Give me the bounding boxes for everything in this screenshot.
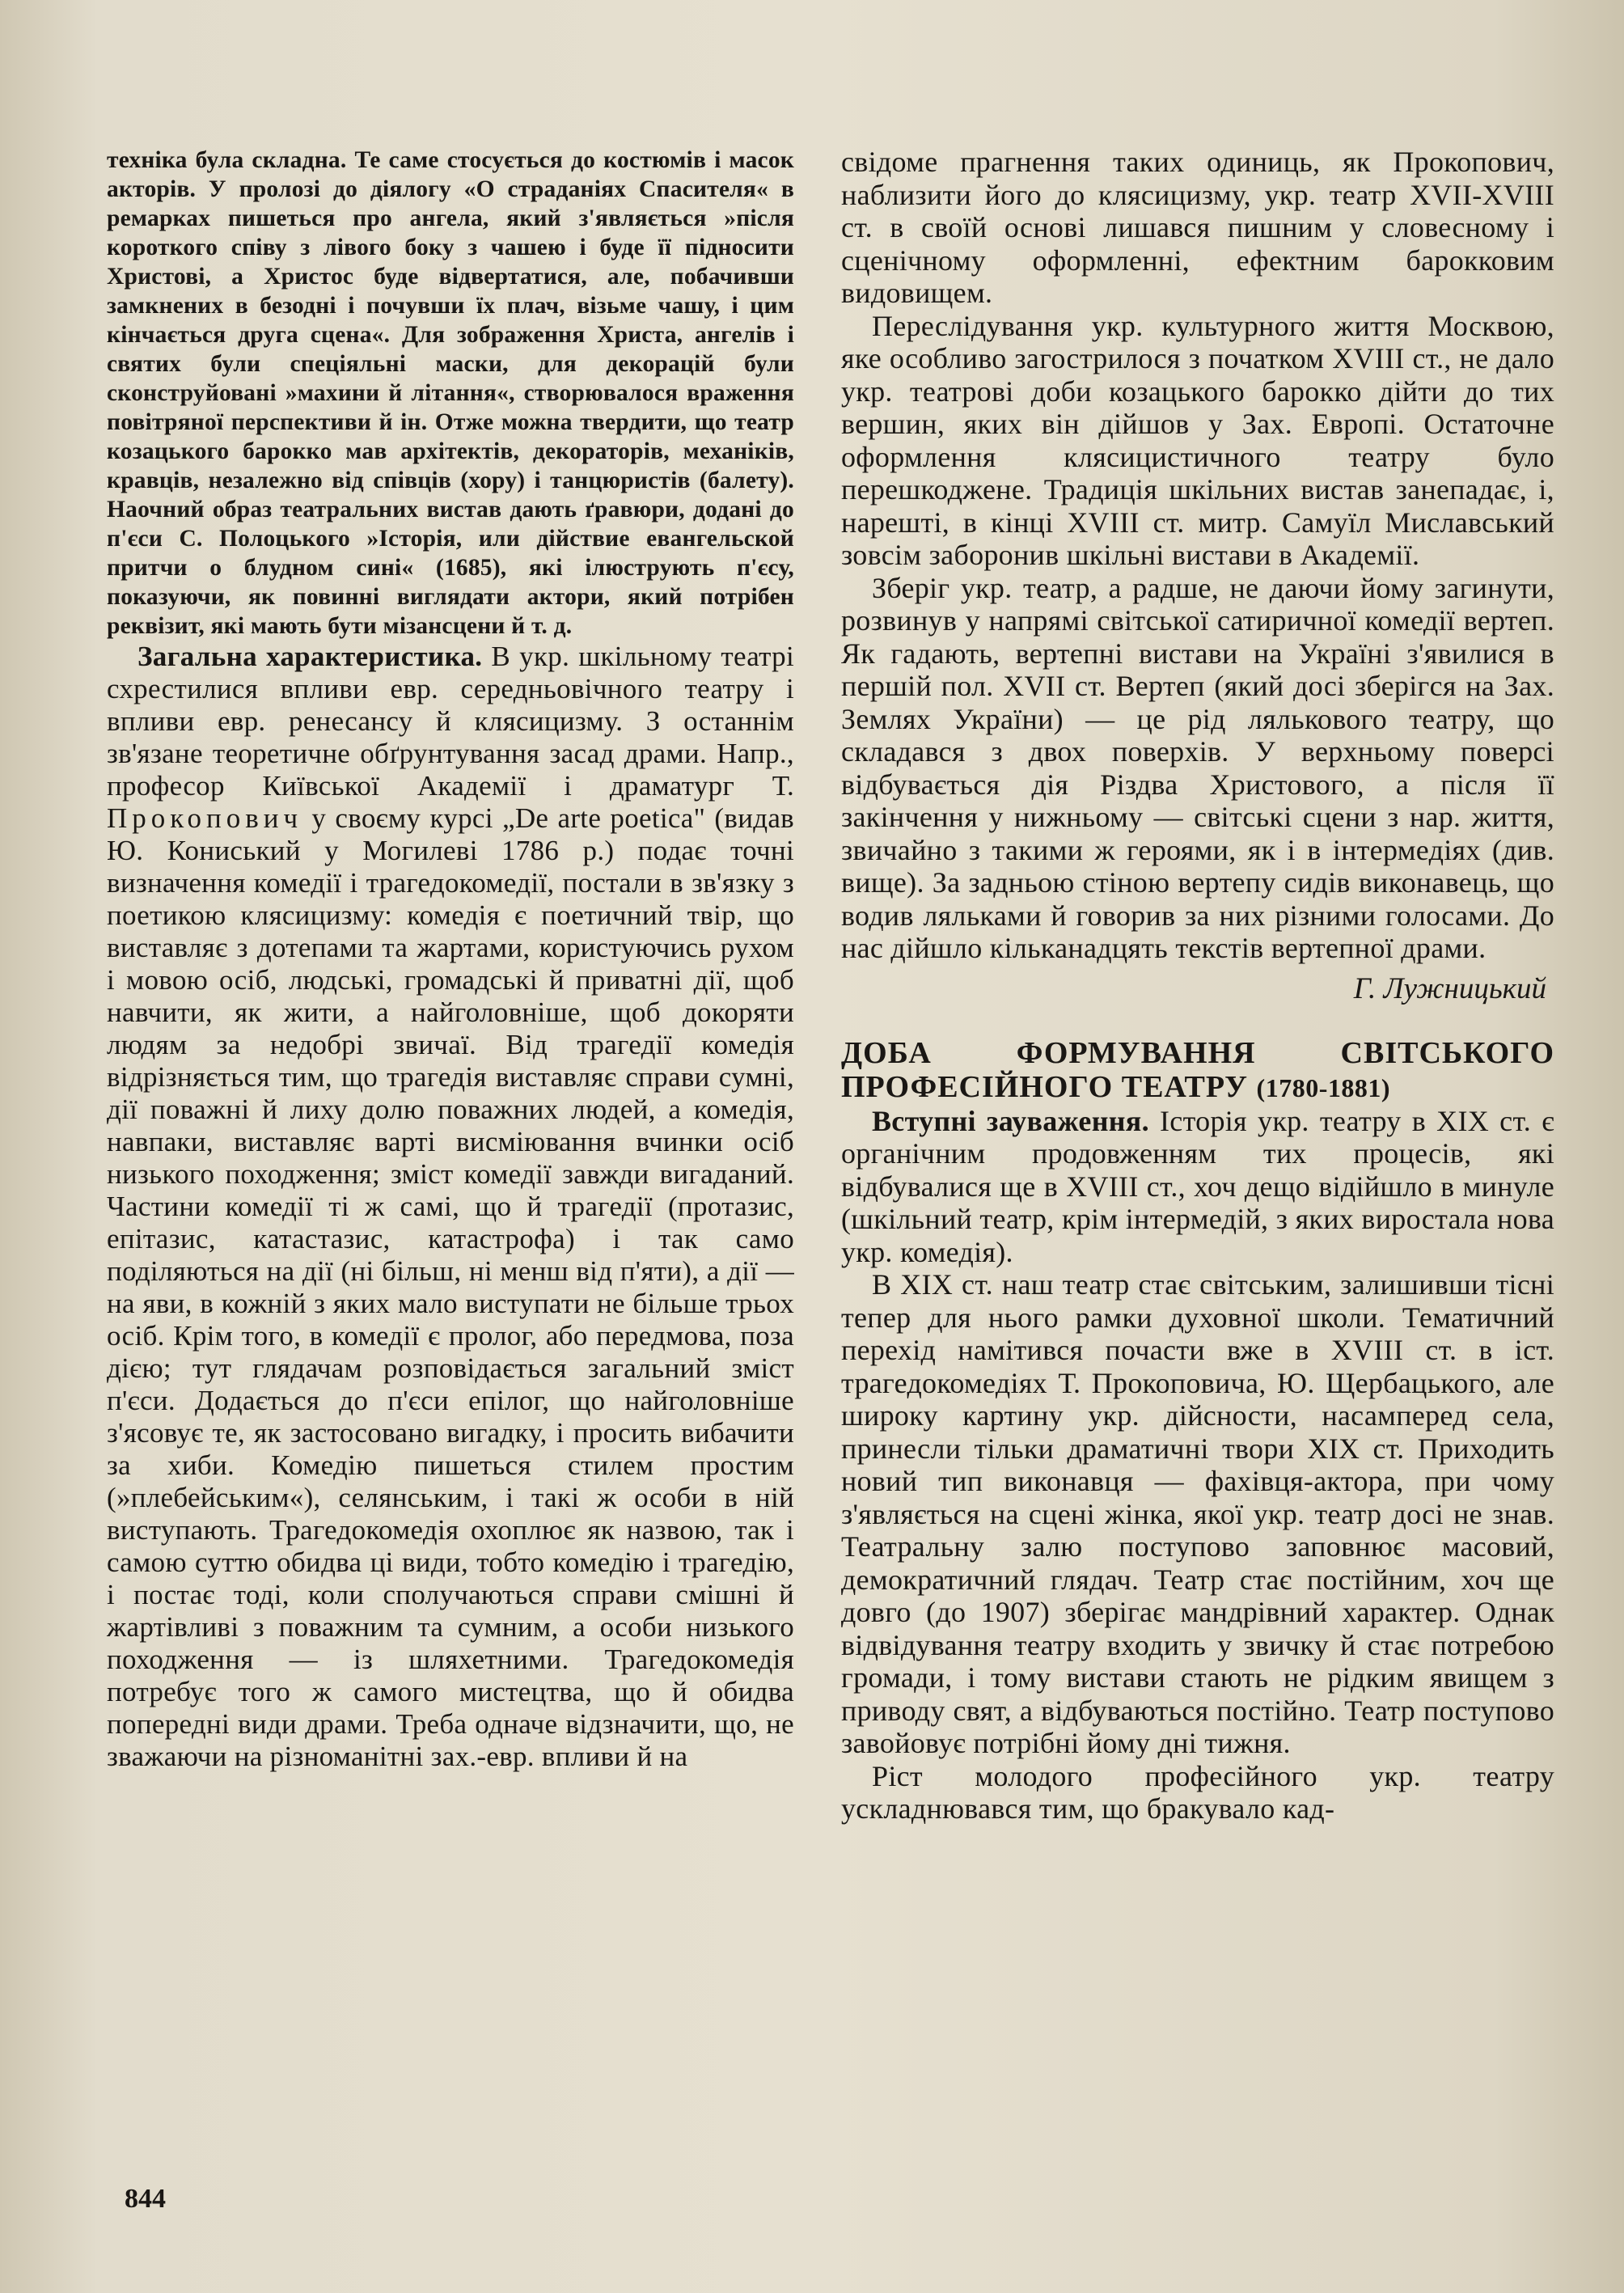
page-number: 844 bbox=[125, 2184, 166, 2214]
paragraph-text-continued: у своєму курсі „De arte poetica" (видав Ю. Кониський у Могилеві 1786 р.) подає точні визначення комедії і трагедокомедії, постали в зв'язку з поетикою клясицизму: комедія є поетичний твір, що виставляє з дотепами та жартами, користуючись рухом і мовою осіб, людські, громадські й приватні дії, щоб навчити, як жити, а найголовніше, щоб докоряти людям за недобрі звичаї. Від трагедії комедія відрізняється тим, що трагедія виставляє справи сумні, дії поважні й лиху долю поважних людей, а комедія, навпаки, виставляє варті висміювання вчинки осіб низького походження; зміст комедії завжди вигаданий. Частини комедії ті ж самі, що й трагедії (протазис, епітазис, катастазис, катастрофа) і так само поділяються на дії (ні більш, ні менш від п'яти), а дії — на яви, в кожній з яких мало виступати не більше трьох осіб. Крім того, в комедії є пролог, або передмова, поза дією; тут глядачам розповідається загальний зміст п'єси. Додається до п'єси епілог, що найголовніше з'ясовує те, як застосовано вигадку, і просить вибачити за хиби. Комедію пишеться стилем простим (»плебейським«), селянським, і такі ж особи в ній виступають. Трагедокомедія охоплює як назвою, так і самою суттю обидва ці види, тобто комедію і трагедію, і постає тоді, коли сполучаються справи смішні й жартівливі з поважним та сумним, а особи низького походження — із шляхетними. Трагедокомедія потребує того ж самого мистецтва, що й обидва попередні види драми. Треба одначе відзначити, що, не зважаючи на різноманітні зах.-евр. впливи й на bbox=[107, 802, 794, 1772]
paragraph-vertep: Зберіг укр. театр, а радше, не даючи йому загинути, розвинув у напрямі світської сатиричної комедії вертеп. Як гадають, вертепні вистави на Україні з'явилися в першій пол. XVII ст. Вертеп (який досі зберігся на Зах. Землях України) — це рід лялькового театру, що складався з двох поверхів. У верхньому поверсі відбувається дія Різдва Христового, а після її закінчення у нижньому — світські сцени з нар. життя, звичайно з такими ж героями, як і в інтермедіях (див. вище). За задньою стіною вертепу сидів виконавець, що водив ляльками й говорив за них різними голосами. До нас дійшло кільканадцять текстів вертепної драми. bbox=[841, 571, 1554, 964]
paragraph-secular-theatre: В XIX ст. наш театр стає світським, залишивши тісні тепер для нього рамки духовної школи. Тематичний перехід намітився почасти вже в XVIII ст. в іст. трагедокомедіях Т. Прокоповича, Ю. Щербацького, але широку картину укр. дійсности, насамперед села, принесли тільки драматичні твори XIX ст. Приходить новий тип виконавця — фахівця-актора, при чому з'являється на сцені жінка, якої укр. театр досі не знав. Театральну залю поступово заповнює масовий, демократичний глядач. Театр стає постійним, хоч ще довго (до 1907) зберігає мандрівний характер. Однак відвідування театру входить у звичку й стає потребою громади, і тому вистави стають не рідким явищем з приводу свят, а відбуваються постійно. Театр поступово завойовує потрібні йому дні тижня. bbox=[841, 1268, 1554, 1759]
paragraph-text: В укр. шкільному театрі схрестилися впливи евр. середньовічного театру і впливи евр. ренесансу й клясицизму. З останнім зв'язане теоретичне обґрунтування засад драми. Напр., професор Київської Академії і драматург Т. bbox=[107, 641, 794, 802]
author-signature: Г. Лужницький bbox=[1353, 971, 1546, 1005]
run-in-heading: Загальна характеристика. bbox=[137, 641, 483, 672]
right-column bbox=[841, 146, 1554, 1826]
spaced-name: Прокопович bbox=[107, 802, 303, 834]
paragraph-introductory-remarks bbox=[841, 1105, 1554, 1269]
paragraph-continuation: свідоме прагнення таких одиниць, як Прокопович, наблизити його до клясицизму, укр. театр XVII-XVIII ст. в своїй основі лишався пишним у словесному і сценічному оформленні, ефектним барокковим видовищем. bbox=[841, 146, 1554, 309]
paragraph-costumes-masks: техніка була складна. Те саме стосується до костюмів і масок акторів. У пролозі до діялогу «О страданіях Спасителя« в ремарках пишеться про ангела, який з'являється »після короткого співу з лівого боку з чашею і буде її підносити Христові, а Христос буде відвертатися, але, побачивши замкнених в безодні і почувши їх плач, візьме чашу, і цим кінчається друга сцена«. Для зображення Христа, ангелів і святих були спеціяльні маски, для декорацій були сконструйовані »махини й літання«, створювалося враження повітряної перспективи й ін. Отже можна твердити, що театр козацького барокко мав архітектів, декораторів, механіків, кравців, незалежно від співців (хору) і танцюристів (балету). Наочний образ театральних вистав дають ґравюри, додані до п'єси С. Полоцького »Історія, или дійствие евангельской притчи о блудном сині« (1685), які ілюструють п'єсу, показуючи, як повинні виглядати актори, який потрібен реквізит, які мають бути мізансцени й т. д. bbox=[107, 147, 794, 639]
paragraph-text: Історія укр. театру в XIX ст. є органічним продовженням тих процесів, які відбувалися ще в XVIII ст., хоч дещо відійшло в минуле (шкільний театр, крім інтермедій, з яких виростала нова укр. комедія). bbox=[841, 1104, 1554, 1268]
paragraph-professional-theatre: Ріст молодого професійного укр. театру ускладнювався тим, що бракувало кад- bbox=[841, 1759, 1554, 1825]
left-column bbox=[107, 146, 794, 1773]
section-heading bbox=[841, 1036, 1554, 1105]
run-in-heading: Вступні зауваження. bbox=[872, 1104, 1149, 1137]
section-heading-years: (1780-1881) bbox=[1256, 1072, 1391, 1102]
paragraph-general-characteristics bbox=[107, 641, 794, 1773]
section-heading-text: ДОБА ФОРМУВАННЯ СВІТСЬКОГО ПРОФЕСІЙНОГО ТЕАТРУ bbox=[841, 1035, 1554, 1104]
paragraph-persecution: Переслідування укр. культурного життя Москвою, яке особливо загострилося з початком XVIII ст., не дало укр. театрові доби козацького барокко дійти до тих вершин, яких він дійшов у Зах. Европі. Остаточне оформлення клясицистичного театру було перешкоджене. Традиція шкільних вистав занепадає, і, нарешті, в кінці XVIII ст. митр. Самуїл Миславський зовсім заборонив шкільні вистави в Академії. bbox=[841, 309, 1554, 571]
